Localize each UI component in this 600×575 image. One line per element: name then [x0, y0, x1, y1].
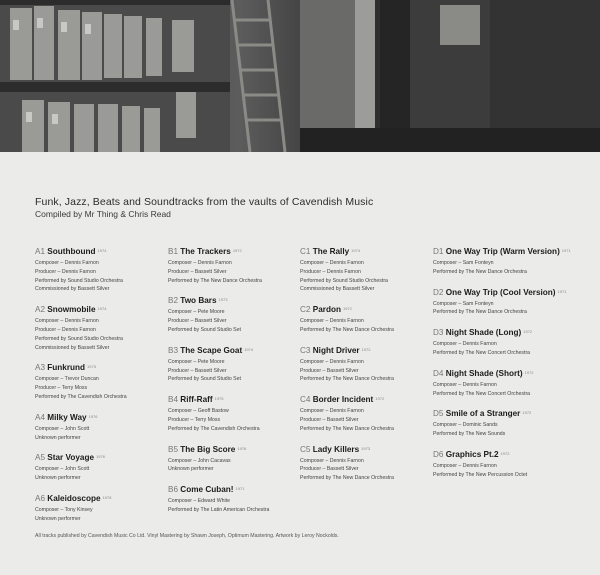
credit-line: Composer – Dennis Farnon: [300, 408, 364, 415]
track-entry: [300, 246, 440, 294]
credit-line: Composer – Dennis Farnon: [300, 358, 364, 365]
track-title: Smile of a Stranger: [445, 409, 521, 419]
track-title: Milky Way: [47, 412, 87, 422]
track-title: Graphics Pt.2: [445, 449, 499, 459]
track-title: Night Shade (Short): [445, 368, 523, 378]
track-credits: [433, 259, 593, 277]
track-heading: [433, 246, 593, 257]
credit-line: Producer – Bassett Silver: [168, 318, 227, 325]
credit-line: Composer – Edward White: [168, 498, 230, 505]
track-year: 1974: [244, 346, 254, 352]
track-year: 1974: [351, 248, 361, 253]
track-side-number: A1: [35, 247, 46, 256]
track-year: 1971: [557, 288, 567, 294]
credit-line: Performed by Sound Studio Set: [168, 326, 241, 333]
track-heading: [35, 362, 175, 373]
credit-line: Performed by The New Concert Orchestra: [433, 349, 531, 356]
track-side-number: C3: [300, 345, 311, 355]
track-heading: [35, 246, 175, 257]
track-year: 1971: [235, 486, 245, 492]
track-title: Pardon: [312, 305, 341, 315]
track-credits: [35, 465, 175, 483]
track-heading: [168, 444, 311, 455]
track-entry: [300, 394, 440, 433]
track-credits: [35, 425, 175, 443]
track-title: Southbound: [47, 247, 96, 256]
track-title: The Trackers: [180, 247, 231, 256]
tracklist-column-b: [168, 246, 311, 525]
track-title: Night Shade (Long): [445, 328, 522, 338]
track-title: The Big Score: [180, 444, 236, 454]
track-year: 1978: [102, 494, 112, 500]
track-credits: [300, 358, 440, 384]
track-heading: [433, 449, 593, 460]
credit-line: Composer – Dennis Farnon: [433, 341, 497, 348]
track-side-number: D1: [433, 247, 444, 256]
credit-line: Producer – Bassett Silver: [168, 367, 227, 374]
track-side-number: B3: [168, 345, 179, 355]
track-credits: [168, 308, 308, 334]
track-heading: [35, 412, 175, 423]
credit-line: Composer – John Scott: [35, 466, 90, 473]
track-heading: [300, 246, 440, 257]
credit-line: Performed by The New Percussion Octet: [433, 471, 528, 478]
credit-line: Composer – Dennis Farnon: [300, 457, 364, 464]
credit-line: Composer – Dennis Farnon: [433, 462, 497, 469]
credit-line: Producer – Dennis Farnon: [35, 268, 96, 275]
track-credits: [35, 317, 175, 352]
track-side-number: A5: [35, 453, 46, 463]
track-title: The Rally: [312, 247, 350, 256]
credit-line: Performed by The New Dance Orchestra: [433, 268, 527, 275]
track-heading: [168, 484, 308, 495]
track-entry: [35, 412, 175, 443]
track-year: 1972: [232, 248, 242, 253]
track-heading: [300, 304, 440, 315]
track-credits: [300, 407, 440, 433]
track-heading: [433, 287, 593, 298]
track-side-number: D2: [433, 287, 444, 297]
track-credits: [433, 381, 593, 399]
track-credits: [433, 462, 593, 480]
track-side-number: A4: [35, 412, 46, 422]
credit-line: Producer – Dennis Farnon: [300, 268, 361, 275]
track-title: Snowmobile: [47, 305, 96, 315]
compiler-credit: Compiled by Mr Thing & Chris Read: [35, 209, 171, 219]
credit-line: Performed by The New Dance Orchestra: [433, 309, 527, 316]
credit-line: Composer – John Cacavas: [168, 457, 231, 464]
credit-line: Composer – Pete Moore: [168, 358, 225, 365]
credit-line: Composer – Sam Fonteyn: [433, 260, 494, 266]
credit-line: Producer – Terry Moss: [35, 385, 88, 392]
track-entry: [168, 394, 311, 433]
track-side-number: B1: [168, 247, 179, 256]
track-year: 1976: [88, 413, 98, 419]
track-entry: [300, 304, 440, 335]
track-year: 1976: [96, 454, 105, 460]
credit-line: Performed by The New Sounds: [433, 431, 506, 438]
track-year: 1975: [87, 364, 96, 370]
track-entry: [35, 304, 175, 352]
credit-line: Producer – Bassett Silver: [300, 367, 359, 374]
track-entry: [35, 246, 175, 294]
track-side-number: B6: [168, 485, 179, 495]
track-heading: [300, 394, 440, 405]
track-side-number: D6: [433, 449, 444, 459]
track-entry: [168, 345, 311, 384]
track-side-number: A6: [35, 493, 46, 503]
credit-line: Composer – Geoff Bastow: [168, 408, 229, 415]
credit-line: Unknown performer: [35, 434, 81, 441]
credit-line: Producer – Bassett Silver: [168, 268, 227, 275]
track-credits: [35, 506, 175, 524]
track-entry: [300, 444, 440, 483]
credit-line: Performed by Sound Studio Orchestra: [35, 335, 123, 342]
track-entry: [168, 295, 311, 334]
track-heading: [300, 444, 440, 455]
credit-line: Performed by The New Dance Orchestra: [168, 277, 262, 284]
credit-line: Unknown performer: [35, 475, 81, 482]
track-credits: [35, 259, 175, 294]
track-heading: [168, 345, 311, 356]
track-year: 1972: [500, 450, 510, 456]
credit-line: Producer – Terry Moss: [168, 416, 221, 423]
track-side-number: D5: [433, 409, 444, 419]
track-heading: [35, 304, 175, 315]
credit-line: Producer – Dennis Farnon: [35, 326, 96, 333]
track-entry: [433, 368, 593, 399]
track-entry: [433, 287, 593, 318]
credit-line: Performed by Sound Studio Orchestra: [300, 277, 388, 284]
tracklist-column-d: [433, 246, 593, 490]
credit-line: Composer – Dennis Farnon: [35, 260, 99, 266]
track-title: Kaleidoscope: [47, 493, 101, 503]
track-year: 1972: [524, 369, 534, 375]
track-year: 1976: [237, 445, 247, 451]
credit-line: Performed by The New Dance Orchestra: [300, 376, 394, 383]
track-title: Border Incident: [312, 395, 374, 405]
track-side-number: C2: [300, 305, 311, 315]
track-entry: [35, 362, 175, 401]
track-title: Two Bars: [180, 296, 217, 306]
track-heading: [168, 394, 311, 405]
credit-line: Commissioned by Bassett Silver: [35, 344, 110, 351]
track-credits: [300, 259, 440, 294]
track-entry: [433, 246, 593, 277]
track-year: 1971: [561, 248, 571, 253]
track-credits: [300, 317, 440, 335]
track-year: 1973: [218, 297, 228, 303]
track-title: Star Voyage: [47, 453, 95, 463]
credit-line: Composer – Dennis Farnon: [300, 260, 364, 266]
credit-line: Unknown performer: [168, 466, 214, 473]
credit-line: Composer – Dennis Farnon: [300, 318, 364, 325]
credit-line: Composer – Tony Kinsey: [35, 506, 93, 513]
track-year: 1972: [522, 410, 532, 416]
track-year: 1974: [97, 248, 107, 253]
track-side-number: B5: [168, 444, 179, 454]
track-heading: [433, 327, 593, 338]
track-side-number: A3: [35, 363, 46, 373]
credit-line: Performed by The New Dance Orchestra: [300, 425, 394, 432]
credit-line: Composer – Pete Moore: [168, 309, 225, 316]
track-side-number: C1: [300, 247, 311, 256]
track-entry: [433, 408, 593, 439]
credit-line: Composer – Dennis Farnon: [35, 318, 99, 325]
track-entry: [300, 345, 440, 384]
archive-shelves-illustration: [0, 0, 600, 152]
track-year: 1972: [342, 306, 352, 312]
track-title: Riff-Raff: [180, 395, 213, 405]
track-entry: [168, 246, 311, 285]
track-year: 1972: [375, 396, 385, 402]
track-entry: [35, 493, 175, 524]
track-credits: [433, 421, 593, 439]
credit-line: Performed by The Cavendish Orchestra: [35, 393, 127, 400]
track-credits: [168, 259, 308, 285]
credit-line: Composer – John Scott: [35, 425, 90, 432]
track-title: Funkrund: [47, 363, 86, 373]
track-side-number: B4: [168, 395, 179, 405]
credit-line: Producer – Bassett Silver: [300, 416, 359, 423]
track-credits: [168, 457, 308, 475]
tracklist-column-a: [35, 246, 175, 534]
track-year: 1973: [361, 445, 371, 451]
credit-line: Performed by Sound Studio Set: [168, 376, 241, 383]
credit-line: Composer – Sam Fonteyn: [433, 300, 494, 307]
track-credits: [433, 300, 593, 318]
track-entry: [168, 444, 311, 475]
credit-line: Commissioned by Bassett Silver: [300, 286, 375, 293]
track-heading: [168, 295, 308, 306]
track-title: One Way Trip (Warm Version): [445, 247, 560, 256]
track-credits: [168, 497, 308, 515]
track-credits: [433, 340, 593, 358]
credit-line: Composer – Dominic Sands: [433, 422, 498, 429]
credit-line: Performed by The Latin American Orchestra: [168, 506, 270, 513]
track-heading: [35, 493, 175, 504]
credit-line: Composer – Trevor Duncan: [35, 376, 99, 383]
track-credits: [168, 407, 308, 433]
track-year: 1974: [97, 306, 107, 312]
track-side-number: A2: [35, 305, 46, 315]
track-entry: [35, 452, 175, 483]
tracklist-column-c: [300, 246, 440, 493]
credit-line: Performed by The New Dance Orchestra: [300, 326, 394, 333]
track-entry: [433, 449, 593, 480]
track-heading: [300, 345, 440, 356]
track-side-number: D4: [433, 368, 444, 378]
credit-line: Commissioned by Bassett Silver: [35, 286, 110, 293]
track-year: 1972: [361, 346, 371, 352]
track-title: The Scape Goat: [180, 345, 243, 355]
credit-line: Composer – Dennis Farnon: [433, 381, 497, 388]
track-entry: [168, 484, 308, 515]
track-credits: [35, 375, 175, 401]
credit-line: Performed by Sound Studio Orchestra: [35, 277, 123, 284]
track-year: 1972: [523, 329, 533, 335]
track-entry: [433, 327, 593, 358]
track-heading: [433, 368, 593, 379]
track-title: Come Cuban!: [180, 485, 234, 495]
track-side-number: B2: [168, 296, 179, 306]
track-title: One Way Trip (Cool Version): [445, 287, 556, 297]
credit-line: Performed by The New Concert Orchestra: [433, 390, 531, 397]
credit-line: Performed by The New Dance Orchestra: [300, 475, 394, 482]
footer-credits: All tracks published by Cavendish Music Co Ltd. Vinyl Mastering by Shawn Joseph, Optimum Mastering. Artwork by Leroy Nockolds.: [35, 533, 339, 539]
credit-line: Producer – Bassett Silver: [300, 466, 359, 473]
track-heading: [35, 452, 175, 463]
track-heading: [433, 408, 593, 419]
track-credits: [168, 358, 308, 384]
track-year: 1975: [214, 396, 224, 402]
credit-line: Unknown performer: [35, 515, 81, 522]
track-side-number: C5: [300, 444, 311, 454]
track-title: Lady Killers: [312, 444, 360, 454]
track-title: Night Driver: [312, 345, 360, 355]
credit-line: Performed by The Cavendish Orchestra: [168, 425, 260, 432]
credit-line: Composer – Dennis Farnon: [168, 260, 232, 266]
track-side-number: C4: [300, 395, 311, 405]
track-credits: [300, 457, 440, 483]
track-side-number: D3: [433, 328, 444, 338]
track-heading: [168, 246, 311, 257]
archive-photo: [0, 0, 600, 152]
page-title: Funk, Jazz, Beats and Soundtracks from the vaults of Cavendish Music: [35, 196, 374, 208]
